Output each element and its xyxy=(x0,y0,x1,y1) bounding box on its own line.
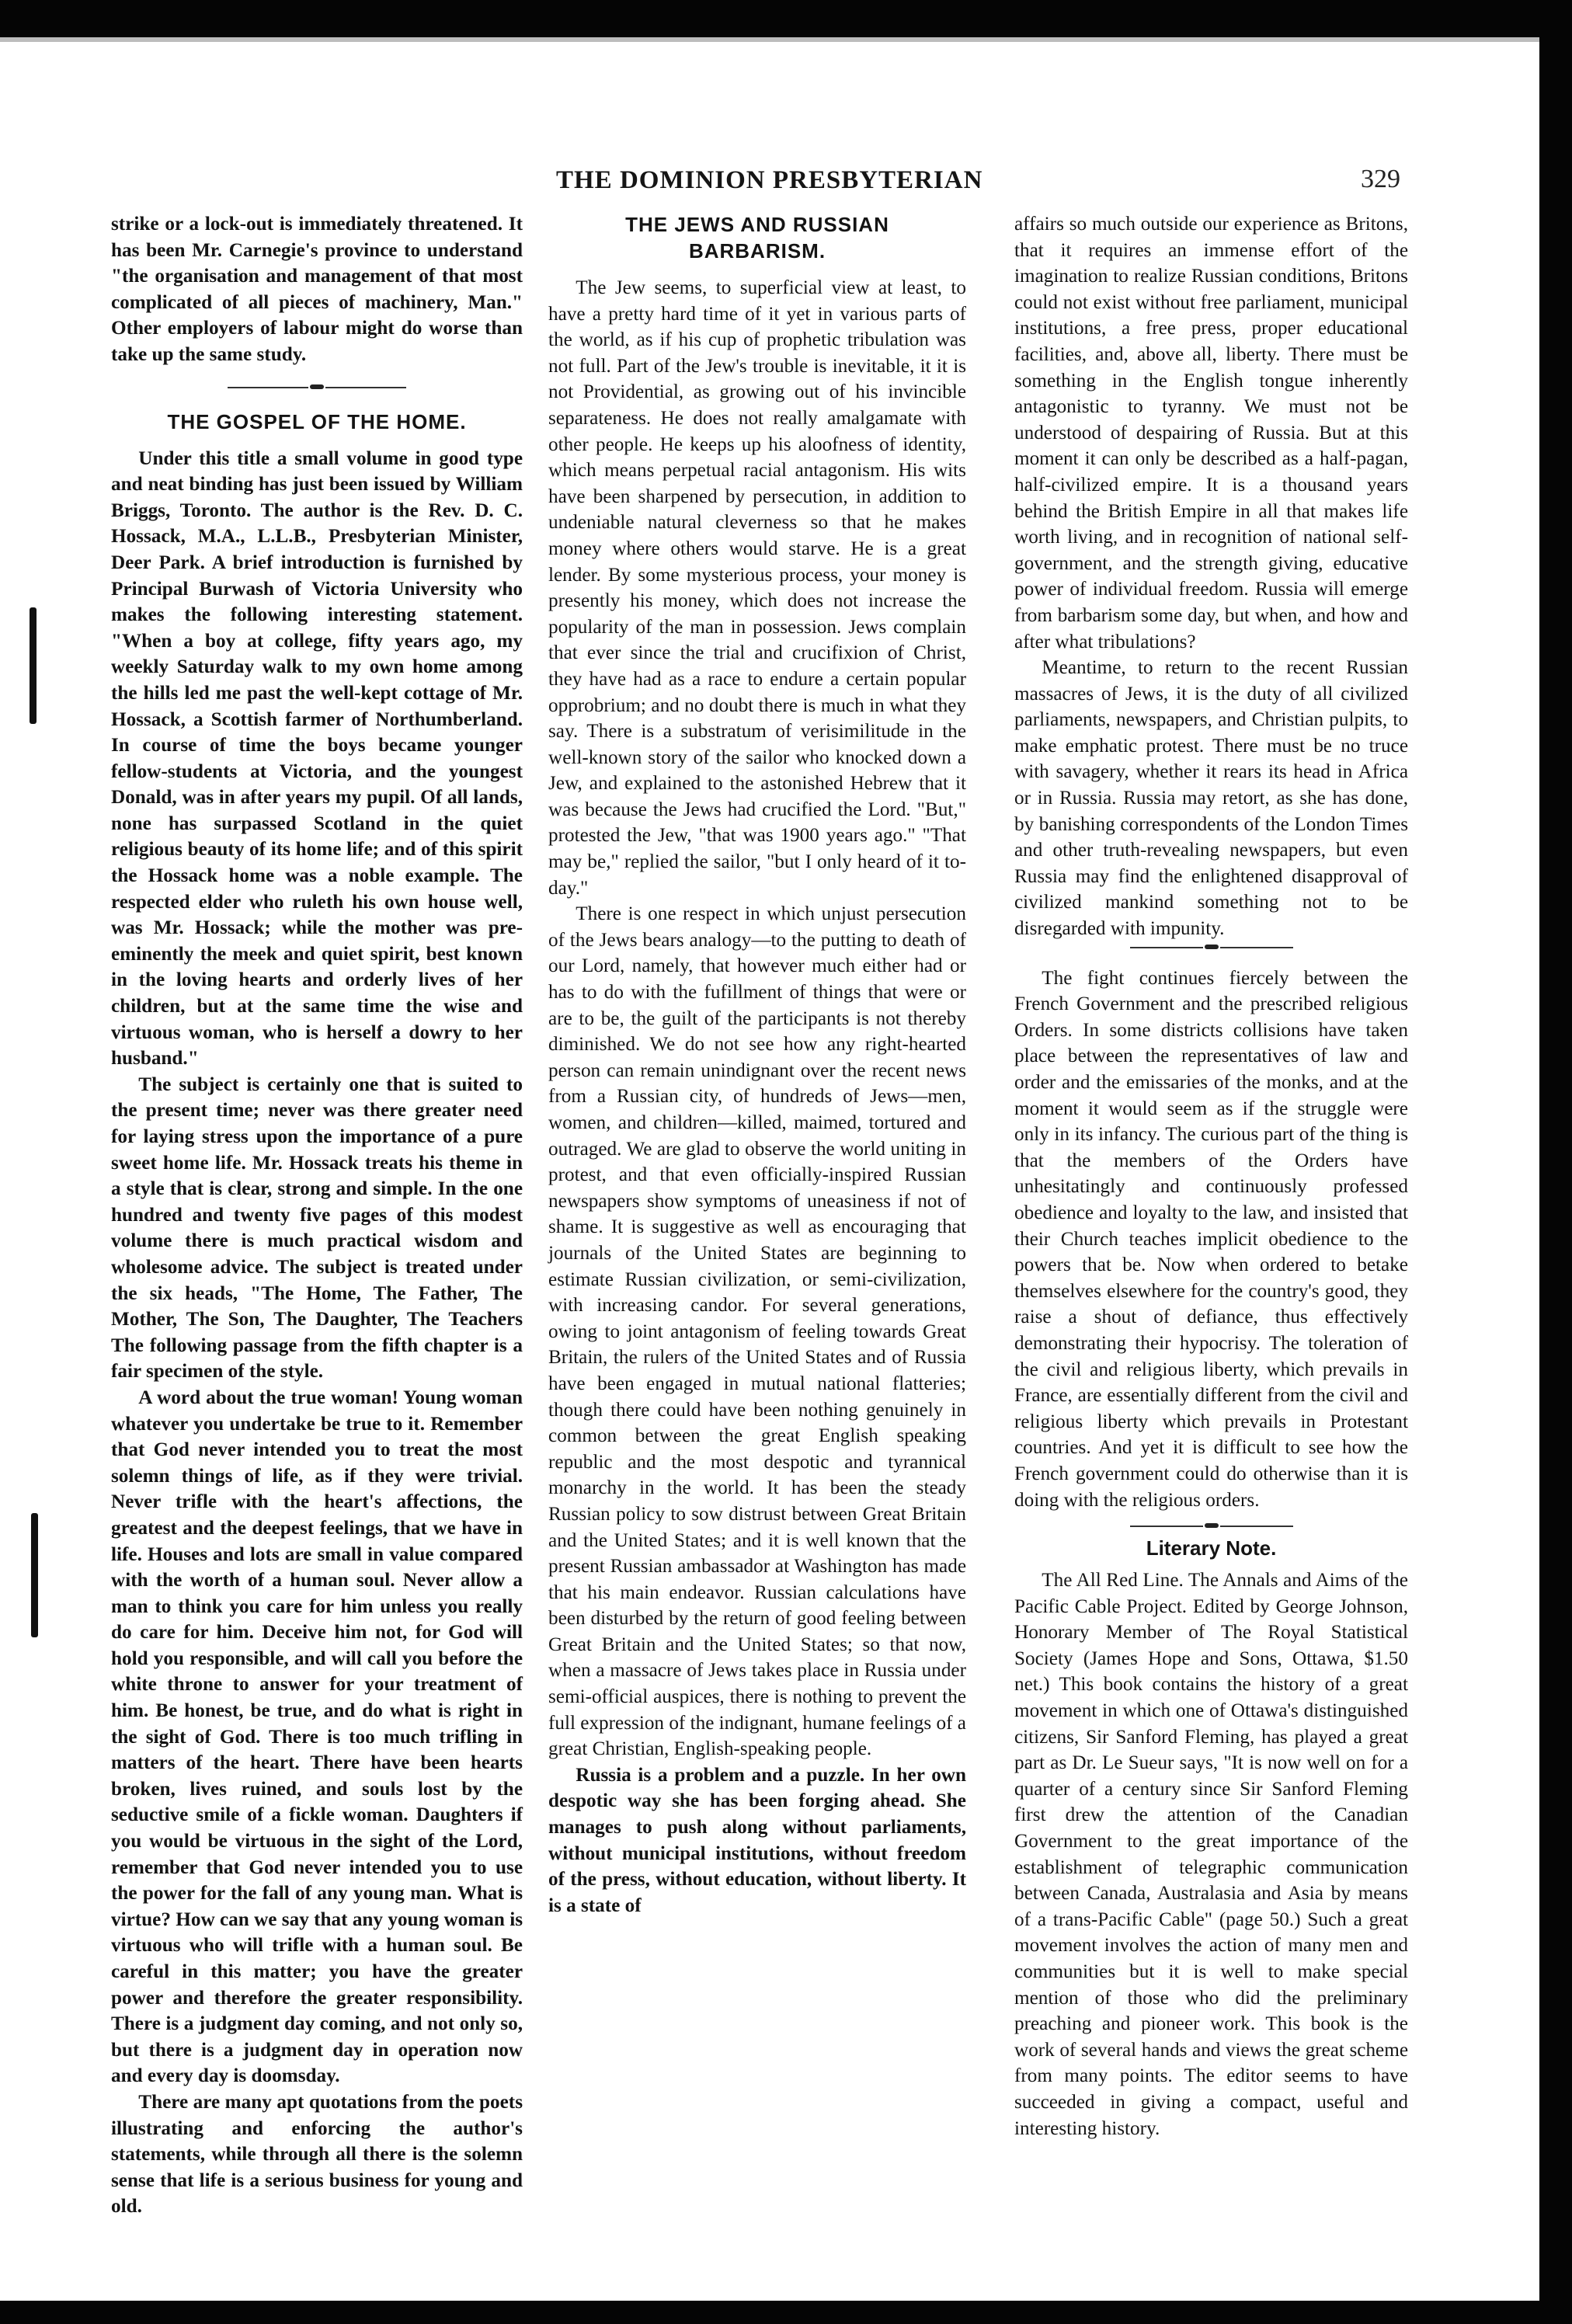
article-paragraph: A word about the true woman! Young woman whatever you undertake be true to it. Remember that God never intended you to treat the most solemn things of life, as if they were trivial. Never trifle with the heart's affections, the greatest and the deepest feelings, that we have in life. Houses and lots are small in value compared with the worth of a human soul. Never allow a man to think you care for him unless you really do care for him. Deceive him not, for God will hold you responsible, and will call you before the white throne to answer for your treatment of him. Be honest, be true, and do what is right in the sight of God. There is too much trifling in matters of the heart. There have been hearts broken, lives ruined, and souls lost by the seductive smile of a fickle woman. Daughters if you would be virtuous in the sight of the Lord, remember that God never intended you to use the power for the fall of any young man. What is virtue? How can we say that any young woman is virtuous who will trifle with a human soul. Be careful in this matter; you have the greater power and therefore the greater responsibility. There is a judgment day coming, and not only so, but there is a judgment day in operation now and every day is doomsday. xyxy=(111,1386,523,2087)
article-paragraph: The Jew seems, to superficial view at least, to have a pretty hard time of it yet in various parts of the world, as if his cup of prophetic tribulation was not full. Part of the Jew's trouble is inevitable, it it is not Providential, as growing out of his invincible separateness. He does not really amalgamate with other people. He keeps up his aloofness of identity, which means perpetual racial antagonism. His wits have been sharpened by persecution, in addition to undeniable natural cleverness so that he makes money where others would starve. He is a great lender. By some mysterious process, your money is presently his money, which does not increase the popularity of the man in possession. Jews complain that ever since the trial and crucifixion of Christ, they have had as a race to endure a certain popular opprobrium; and no doubt there is much in what they say. There is a substratum of verisimilitude in the well-known story of the sailor who knocked down a Jew, and explained to the astonished Hebrew that it was because the Jews had crucified the Lord. "But," protested the Jew, "that was 1900 years ago." "That may be," replied the sailor, "but I only heard of it to-day." xyxy=(548,277,966,899)
binding-mark-upper xyxy=(30,607,37,724)
scan-right-edge xyxy=(1539,0,1572,2324)
scan-top-strip xyxy=(0,37,1572,42)
running-head: THE DOMINION PRESBYTERIAN xyxy=(556,166,983,194)
article-paragraph: The subject is certainly one that is suited to the present time; never was there greater need for laying stress upon the importance of a pure sweet home life. Mr. Hossack treats his theme in a style that is clear, strong and simple. In the one hundred and twenty five pages of this modest volume there is much practical wisdom and wholesome advice. The subject is treated under the six heads, "The Home, The Father, The Mother, The Son, The Daughter, The Teachers The following passage from the fifth chapter is a fair specimen of the style. xyxy=(111,1073,523,1383)
article-title-jews-and-russian-barbarism: THE JEWS AND RUSSIAN BARBARISM. xyxy=(625,213,889,263)
left-column xyxy=(111,211,523,2220)
religious-orders-paragraph: The fight continues fiercely between the French Government and the prescribed religious Orders. In some districts collisions have taken place between the representatives of law and order and the emissaries of the monks, and at the moment it would seem as if the struggle were only in its infancy. The curious part of the thing is that the members of the Orders have unhesitatingly and continuously professed obedience and loyalty to the law, and insisted that their Church teaches implicit obedience to the powers that be. Now when ordered to betake themselves elsewhere for the country's good, they raise a shout of defiance, thus effectively demonstrating their hypocrisy. The toleration of the civil and religious liberty, which prevails in France, are essentially different from the civil and religious liberty which prevails in Protestant countries. And yet it is difficult to see how the French government could do otherwise than it is doing with the religious orders. xyxy=(1014,967,1408,1511)
right-column xyxy=(1014,211,1408,2141)
scan-bottom-edge xyxy=(0,2301,1572,2324)
literary-note-paragraph: The All Red Line. The Annals and Aims of the Pacific Cable Project. Edited by George Johnson, Honorary Member of The Royal Statistical Society (James Hope and Sons, Ottawa, $1.50 net.) This book contains the history of a great movement in which one of Ottawa's distinguished citizens, Sir Sanford Fleming, has played a great part as Dr. Le Sueur says, "It is now well on for a quarter of a century since Sir Sanford Fleming first drew the attention of the Canadian Government to the great importance of the establishment of telegraphic communication between Canada, Australasia and Asia by means of a trans-Pacific Cable" (page 50.) Such a great movement involves the action of many men and communities but it is well to make special mention of those who did the preliminary preaching and pioneer work. This book is the work of several hands and views the great scheme from many points. The editor seems to have succeeded in giving a compact, useful and interesting history. xyxy=(1014,1570,1408,2139)
section-divider xyxy=(228,387,406,388)
scan-top-edge xyxy=(0,0,1572,37)
article-title-gospel-of-the-home: THE GOSPEL OF THE HOME. xyxy=(167,409,467,433)
russia-continuation-paragraph: affairs so much outside our experience as Britons, that it requires an immense effort of the imagination to realize Russian conditions, Britons could not exist without free parliament, municipal institutions, a free press, proper educational facilities, and, above all, liberty. There must be something in the English tongue inherently antagonistic to tyranny. We must not be understood of despairing of Russia. But at this moment it can only be described as a half-pagan, half-civilized empire. It is a thousand years behind the British Empire in all that makes life worth living, and in recognition of national self-government, and the strength giving, educative power of individual freedom. Russia will emerge from barbarism some day, but when, and how and after what tribulations? xyxy=(1014,214,1408,652)
literary-note-title: Literary Note. xyxy=(1146,1536,1277,1560)
article-paragraph: Under this title a small volume in good type and neat binding has just been issued by William Briggs, Toronto. The author is the Rev. D. C. Hossack, M.A., L.L.B., Presbyterian Minister, Deer Park. A brief introduction is furnished by Principal Burwash of Victoria University who makes the following interesting statement. "When a boy at college, fifty years ago, my weekly Saturday walk to my own home among the hills led me past the well-kept cottage of Mr. Hossack, a Scottish farmer of Northumberland. In course of time the boys became younger fellow-students at Victoria, and the youngest Donald, was in after years my pupil. Of all lands, none has surpassed Scotland in the quiet religious beauty of its home life; and of this spirit the Hossack home was a noble example. The respected elder who ruleth his own house well, was Mr. Hossack; while the mother was pre-eminently the meek and quiet spirit, best known in the loving hearts and orderly lives of her children, but at the same time the wise and virtuous woman, who is herself a dowry to her husband." xyxy=(111,447,523,1070)
binding-mark-lower xyxy=(31,1513,38,1637)
page-number: 329 xyxy=(1361,165,1400,193)
section-divider xyxy=(1130,947,1293,948)
article-paragraph: Russia is a problem and a puzzle. In her own despotic way she has been forging ahead. She manages to push along without parliaments, without municipal institutions, without freedom of the press, without education, without liberty. It is a state of xyxy=(548,1764,966,1916)
section-divider xyxy=(1130,1526,1293,1527)
article-paragraph: There are many apt quotations from the poets illustrating and enforcing the author's statements, while through all there is the solemn sense that life is a serious business for young and old. xyxy=(111,2091,523,2218)
middle-column xyxy=(548,211,966,1919)
carnegie-paragraph: strike or a lock-out is immediately threatened. It has been Mr. Carnegie's province to understand "the organisation and management of that most complicated of all pieces of machinery, Man." Other employers of labour might do worse than take up the same study. xyxy=(111,214,523,365)
russian-massacres-paragraph: Meantime, to return to the recent Russian massacres of Jews, it is the duty of all civilized parliaments, newspapers, and Christian pulpits, to make emphatic protest. There must be no truce with savagery, whether it rears its head in Africa or in Russia. Russia may retort, as she has done, by banishing correspondents of the London Times and other truth-revealing newspapers, but even Russia may find the enlightened disapproval of civilized mankind something not to be disregarded with impunity. xyxy=(1014,657,1408,940)
article-paragraph: There is one respect in which unjust persecution of the Jews bears analogy—to the putting to death of our Lord, namely, that however much either had or has to do with the fufillment of things that were or are to be, the guilt of the participants is not thereby diminished. We do not see how any right-hearted person can remain unindignant over the recent news from a Russian city, of hundreds of Jews—men, women, and children—killed, maimed, tortured and outraged. We are glad to observe the world uniting in protest, and that even officially-inspired Russian newspapers show symptoms of uneasiness if not of shame. It is suggestive as well as encouraging that journals of the United States are beginning to estimate Russian civilization, or semi-civilization, with increasing candor. For several generations, owing to joint antagonism of feeling towards Great Britain, the rulers of the United States and of Russia have been engaged in mutual national flatteries; though there could have been nothing genuinely in common between the great English speaking republic and the most despotic and tyrannical monarchy in the world. It has been the steady Russian policy to sow distrust between Great Britain and the United States; and it is well known that the present Russian ambassador at Washington has made that his main endeavor. Russian calculations have been disturbed by the return of good feeling between Great Britain and the United States; so that now, when a massacre of Jews takes place in Russia under semi-official auspices, there is nothing to prevent the full expression of the indignant, humane feelings of a great Christian, English-speaking people. xyxy=(548,903,966,1760)
